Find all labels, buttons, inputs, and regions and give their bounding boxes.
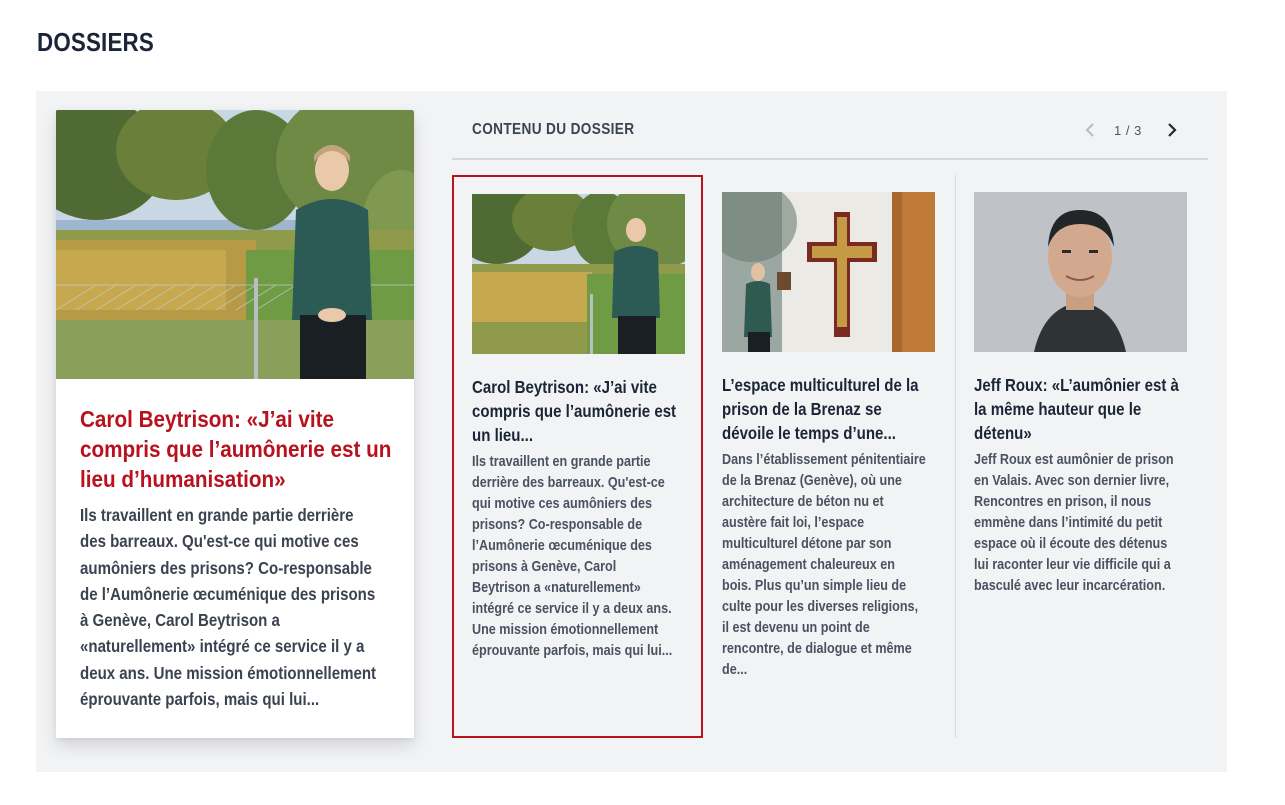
chevron-right-icon[interactable] xyxy=(1162,119,1182,141)
card-image[interactable] xyxy=(974,192,1187,352)
dossier-card[interactable] xyxy=(704,175,955,738)
dossier-content-header xyxy=(452,110,1208,160)
dossier-card[interactable] xyxy=(956,175,1207,738)
card-title[interactable]: Carol Beytrison: «J’ai vite compris que l’aumônerie est un lieu... xyxy=(472,377,677,445)
dossier-content-title: CONTENU DU DOSSIER xyxy=(472,121,635,138)
featured-article-card[interactable] xyxy=(56,110,414,738)
card-image[interactable] xyxy=(472,194,685,354)
featured-article-image[interactable] xyxy=(56,110,414,379)
chevron-left-icon[interactable] xyxy=(1080,119,1100,141)
card-excerpt: Jeff Roux est aumônier de prison en Valais. Avec son dernier livre, Rencontres en prison, il nous emmène dans l’intimité du petit espace où il écoute des détenus lui raconter leur vie difficile qui a basculé avec leur incarcération. xyxy=(974,451,1174,594)
featured-article-title[interactable]: Carol Beytrison: «J’ai vite compris que l’aumônerie est un lieu d’humanisation» xyxy=(80,406,392,492)
card-title[interactable]: Jeff Roux: «L’aumônier est à la même hauteur que le détenu» xyxy=(974,375,1179,443)
featured-article-excerpt: Ils travaillent en grande partie derrière des barreaux. Qu'est-ce qui motive ces aumôniers des prisons? Co-responsable de l’Aumônerie œcuménique des prisons à Genève, Carol Beytrison a «naturellement» intégré ce service il y a deux ans. Une mission émotionnellement éprouvante parfois, mais qui lui... xyxy=(80,505,377,710)
card-excerpt: Dans l’établissement pénitentiaire de la Brenaz (Genève), où une architecture de béton nu et austère fait loi, l’espace multiculturel détone par son aménagement chaleureux en bois. Plus qu’un simple lieu de culte pour les diverses religions, il est devenu un point de rencontre, de dialogue et même de... xyxy=(722,451,926,678)
card-image[interactable] xyxy=(722,192,935,352)
card-excerpt: Ils travaillent en grande partie derrière des barreaux. Qu'est-ce qui motive ces aumôniers des prisons? Co-responsable de l’Aumônerie œcuménique des prisons à Genève, Carol Beytrison a «naturellement» intégré ce service il y a deux ans. Une mission émotionnellement éprouvante parfois, mais qui lui... xyxy=(472,453,673,659)
dossier-panel xyxy=(36,91,1227,772)
section-title: DOSSIERS xyxy=(37,27,154,57)
pager-count: 1 / 3 xyxy=(1114,123,1142,138)
card-title[interactable]: L’espace multiculturel de la prison de la Brenaz se dévoile le temps d’une... xyxy=(722,375,919,443)
dossier-card[interactable] xyxy=(452,175,703,738)
